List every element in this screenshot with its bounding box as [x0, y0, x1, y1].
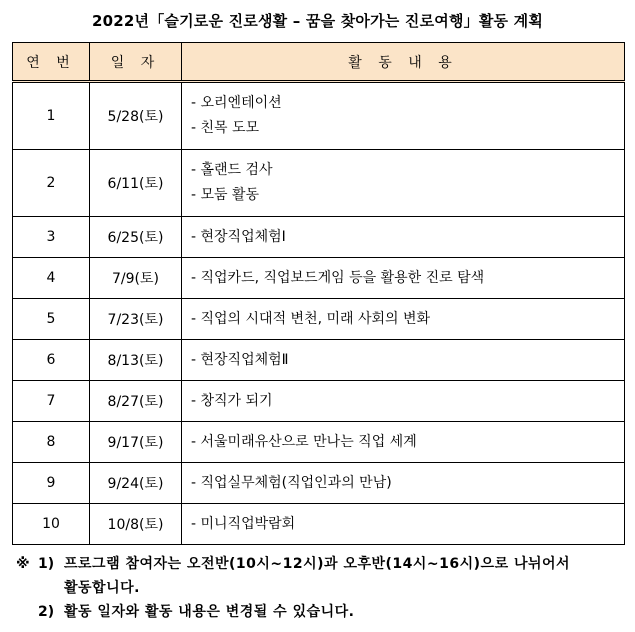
header-activity: 활 동 내 용 [182, 43, 625, 82]
row-activity [182, 258, 625, 299]
note-item [16, 552, 626, 576]
header-date: 일 자 [90, 43, 182, 82]
table-body [13, 82, 625, 545]
row-number: 9 [13, 463, 90, 504]
table-row [13, 217, 625, 258]
row-activity [182, 299, 625, 340]
activity-item: - 직업카드, 직업보드게임 등을 활용한 진로 탐색 [191, 269, 485, 286]
row-date: 8/27(토) [90, 381, 182, 422]
row-date: 6/11(토) [90, 150, 182, 217]
note-number: 2) [38, 604, 55, 620]
note-item [16, 600, 626, 624]
row-date: 10/8(토) [90, 504, 182, 545]
reference-mark: ※ [16, 556, 30, 572]
row-number: 4 [13, 258, 90, 299]
activity-item: - 직업실무체험(직업인과의 만남) [191, 474, 392, 491]
header-number: 연 번 [13, 43, 90, 82]
row-date: 7/23(토) [90, 299, 182, 340]
row-number: 5 [13, 299, 90, 340]
row-activity [182, 504, 625, 545]
table-row [13, 463, 625, 504]
row-number: 8 [13, 422, 90, 463]
table-row [13, 340, 625, 381]
activity-item: - 직업의 시대적 변천, 미래 사회의 변화 [191, 310, 431, 327]
row-number: 2 [13, 150, 90, 217]
row-number: 1 [13, 82, 90, 150]
table-row [13, 422, 625, 463]
activity-item: - 홀랜드 검사 [191, 162, 273, 178]
row-activity [182, 150, 625, 217]
activity-item: - 오리엔테이션 [191, 95, 282, 111]
row-activity [182, 82, 625, 150]
row-date: 6/25(토) [90, 217, 182, 258]
table-row [13, 299, 625, 340]
table-header-row [13, 43, 625, 82]
table-row [13, 381, 625, 422]
table-row [13, 258, 625, 299]
row-activity [182, 217, 625, 258]
note-text: 활동합니다. [64, 580, 140, 596]
row-date: 5/28(토) [90, 82, 182, 150]
table-row [13, 504, 625, 545]
note-continuation [16, 576, 626, 600]
row-activity [182, 340, 625, 381]
row-date: 9/17(토) [90, 422, 182, 463]
activity-plan-table [12, 42, 625, 545]
table-row [13, 82, 625, 150]
row-number: 10 [13, 504, 90, 545]
row-activity [182, 422, 625, 463]
activity-item: - 모둠 활동 [191, 187, 260, 203]
activity-item: - 미니직업박람회 [191, 515, 296, 532]
page-title: 2022년「슬기로운 진로생활 – 꿈을 찾아가는 진로여행」활동 계획 [91, 12, 544, 30]
note-number: 1) [38, 556, 55, 572]
activity-item: - 서울미래유산으로 만나는 직업 세계 [191, 433, 417, 450]
activity-item: - 친목 도모 [191, 120, 260, 136]
row-date: 7/9(토) [90, 258, 182, 299]
row-number: 6 [13, 340, 90, 381]
note-text: 프로그램 참여자는 오전반(10시~12시)과 오후반(14시~16시)으로 나뉘어서 [64, 556, 571, 572]
row-date: 9/24(토) [90, 463, 182, 504]
activity-item: - 창직가 되기 [191, 392, 273, 409]
note-text: 활동 일자와 활동 내용은 변경될 수 있습니다. [64, 604, 355, 620]
notes [16, 552, 626, 624]
row-number: 3 [13, 217, 90, 258]
activity-item: - 현장직업체험Ⅱ [191, 351, 289, 368]
row-date: 8/13(토) [90, 340, 182, 381]
row-activity [182, 381, 625, 422]
row-number: 7 [13, 381, 90, 422]
row-activity [182, 463, 625, 504]
activity-item: - 현장직업체험Ⅰ [191, 228, 286, 245]
table-row [13, 150, 625, 217]
